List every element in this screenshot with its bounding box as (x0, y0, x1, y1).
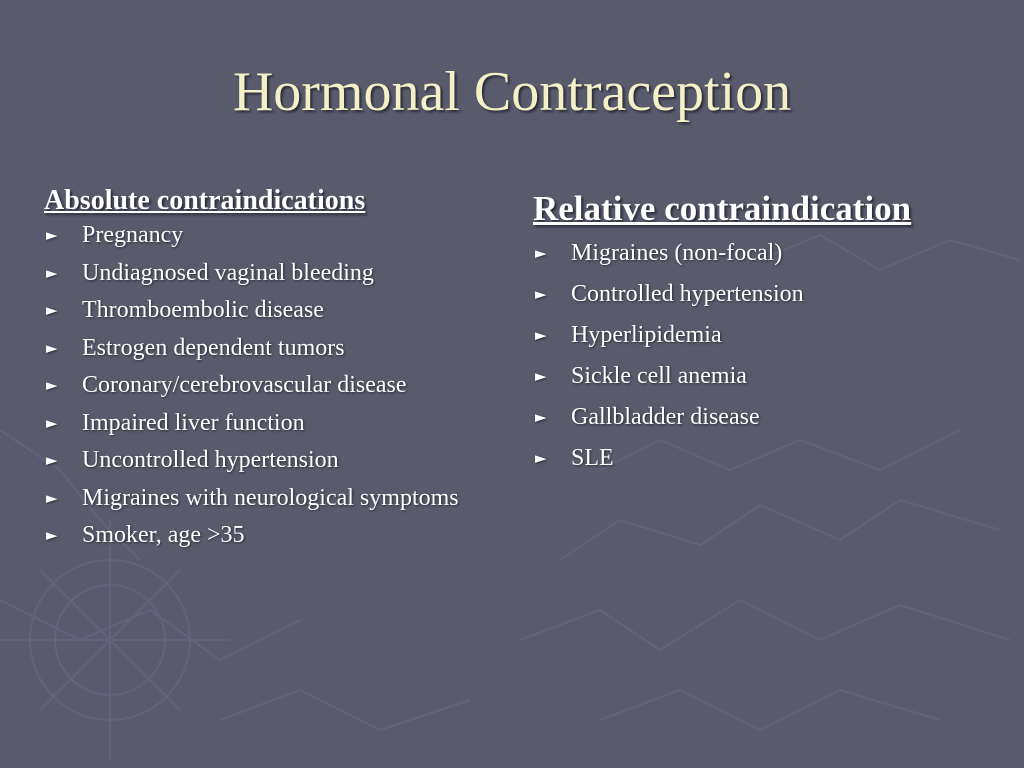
list-item (44, 333, 484, 364)
bullet-arrow-icon: ► (46, 413, 58, 432)
list-item (44, 370, 484, 401)
list-item-text: SLE (571, 445, 614, 471)
bullet-arrow-icon: ► (535, 367, 547, 385)
absolute-contraindications-column (44, 184, 484, 558)
list-item-text: Smoker, age >35 (82, 522, 245, 548)
bullet-arrow-icon: ► (46, 338, 58, 357)
list-item-text: Migraines with neurological symptoms (82, 484, 459, 511)
list-item-text: Coronary/cerebrovascular disease (82, 372, 407, 398)
list-item (44, 295, 484, 326)
list-item (533, 238, 993, 268)
relative-contraindications-column (533, 188, 993, 484)
list-item-text: Controlled hypertension (571, 281, 804, 307)
list-item (533, 402, 993, 432)
list-item-text: Gallbladder disease (571, 404, 760, 430)
relative-contraindications-list (533, 238, 993, 473)
bullet-arrow-icon: ► (535, 408, 547, 426)
list-item (44, 445, 484, 476)
bullet-arrow-icon: ► (46, 526, 58, 544)
list-item-text: Pregnancy (82, 222, 184, 248)
bullet-arrow-icon: ► (46, 376, 58, 394)
bullet-arrow-icon: ► (535, 244, 547, 262)
bullet-arrow-icon: ► (46, 451, 58, 469)
bullet-arrow-icon: ► (535, 326, 547, 344)
list-item-text: Uncontrolled hypertension (82, 447, 339, 473)
bullet-arrow-icon: ► (535, 449, 547, 467)
list-item-text: Impaired liver function (82, 409, 305, 436)
list-item-text: Migraines (non-focal) (571, 240, 783, 266)
list-item (533, 279, 993, 309)
bullet-arrow-icon: ► (46, 263, 58, 282)
absolute-contraindications-list (44, 220, 484, 551)
list-item (44, 483, 484, 514)
relative-contraindications-heading: Relative contraindication (533, 189, 912, 228)
list-item (533, 361, 993, 391)
list-item (44, 520, 484, 551)
list-item (44, 258, 484, 289)
bullet-arrow-icon: ► (46, 301, 58, 319)
list-item (533, 320, 993, 350)
bullet-arrow-icon: ► (46, 226, 58, 244)
list-item (44, 220, 484, 251)
bullet-arrow-icon: ► (46, 488, 58, 507)
absolute-contraindications-heading: Absolute contraindications (44, 185, 366, 216)
list-item-text: Estrogen dependent tumors (82, 334, 345, 361)
list-item-text: Sickle cell anemia (571, 363, 747, 389)
list-item-text: Undiagnosed vaginal bleeding (82, 259, 374, 286)
slide-title: Hormonal Contraception (232, 61, 792, 123)
bullet-arrow-icon: ► (535, 285, 547, 303)
list-item (44, 408, 484, 439)
list-item-text: Thromboembolic disease (82, 297, 324, 323)
list-item-text: Hyperlipidemia (571, 322, 722, 348)
list-item (533, 443, 993, 473)
